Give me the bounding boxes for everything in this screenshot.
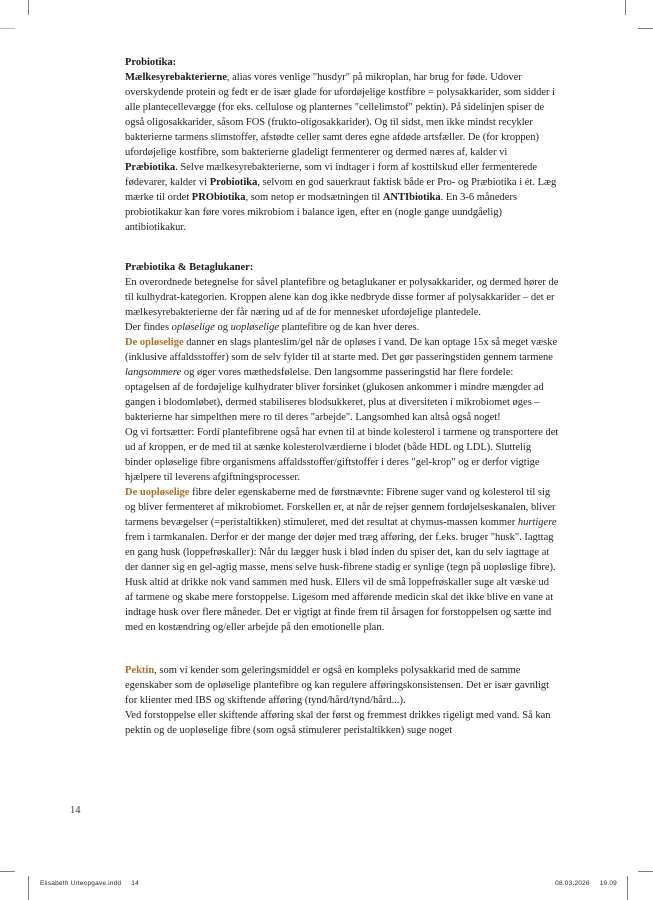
text-run: , alias vores venlige "husdyr" på mikroplan, har brug for føde. Udover overskydende protein og fedt er de især glade for ufordøjelige kostfibre = polysakkarider, som sidder i alle plantecellevægge (for eks. cellulose og planternes "cellelimstof" pektin). På sidelinjen spiser de også oligosakkarider, såsom FOS (frukto-oligosakkarider). Og til sidst, men ikke mindst recykler bakterierne tarmens slimstoffer, afstødte celler samt deres egne afdøde artsfæller. De (for kroppen) ufordøjelige kostfibre, som bakterierne gladeligt fermenterer og dermed næres af, kalder vi xyxy=(125,72,556,158)
paragraph xyxy=(125,70,559,235)
text-run: danner en slags planteslim/gel når de opløses i vand. De kan optage 15x så meget væske (inklusive affaldsstoffer) som de selv fylder til at starte med. Det gør passeringstiden gennem tarmene xyxy=(125,337,558,363)
paragraph xyxy=(125,335,559,425)
text-run: Probiotika: xyxy=(125,57,177,68)
slug-time: 19.09 xyxy=(599,880,617,887)
text-run: , som vi kender som geleringsmiddel er også en kompleks polysakkarid med de samme egenskaber som de opløselige plantefibre og kan regulere afføringskonsistensen. Det er især gavnligt for klienter med IBS og skiftende afføring (tynd/hård/tynd/hård...). xyxy=(125,665,550,706)
text-run: Der findes xyxy=(125,322,172,333)
paragraph xyxy=(125,663,559,708)
text-run: . Selve mælkesyrebakterierne, som vi indtager i form af kosttilskud eller fermenterede fødevarer, kalder vi xyxy=(125,162,538,188)
text-run: plantefibre og de kan hver deres. xyxy=(279,322,420,333)
slug-file-name: Elisabeth Urteopgave.indd xyxy=(40,880,122,887)
page-number: 14 xyxy=(70,805,81,816)
print-slug-datetime xyxy=(555,880,617,887)
text-run: De opløselige xyxy=(125,337,184,348)
text-run: langsommere xyxy=(125,367,182,378)
paragraph xyxy=(125,275,559,320)
text-run: Mælkesyrebakterierne xyxy=(125,72,227,83)
text-run: Probiotika xyxy=(209,177,258,188)
page-body xyxy=(125,55,559,738)
text-run: , som netop er modsætningen til xyxy=(245,192,383,203)
text-run: Pektin xyxy=(125,665,155,676)
text-run: PRObiotika xyxy=(191,192,246,203)
section-heading xyxy=(125,55,559,70)
text-run: opløselige xyxy=(171,322,215,333)
text-run: . En 3-6 måneders probiotikakur kan føre vores mikrobiom i balance igen, efter en (nogle gange uundgåelig) antibiotikakur. xyxy=(125,192,518,233)
crop-mark-bottom-right-vertical xyxy=(627,876,628,900)
text-run: Præbiotika xyxy=(125,162,176,173)
text-run: En overordnede betegnelse for såvel plantefibre og betaglukaner er polysakkarider, og dermed hører de til kulhydrat-kategorien. Kroppen alene kan dog ikke nedbryde disse former af polysakkarider – det er mælkesyrebakterierne der får næring ud af de for mennesket ufordøjelige plantedele. xyxy=(125,277,559,318)
crop-mark-top-left-vertical xyxy=(28,0,29,15)
text-run: og øger vores mæthedsfølelse. Den langsomme passeringstid har flere fordele: optagelsen af de fordøjelige kulhydrater bliver forsinket (glukosen ankommer i mindre mængder ad gangen i blodomløbet), dermed stabiliseres blodsukkeret, plus at diversiteten i mikrobiomet øges – bakterierne har simpelthen mere ro til deres "arbejde". Langsomhed kan altså også noget! xyxy=(125,367,544,423)
text-run: Præbiotika & Betaglukaner: xyxy=(125,262,254,273)
paragraph xyxy=(125,320,559,335)
text-run: hurtigere xyxy=(517,517,557,528)
crop-mark-bottom-left-vertical xyxy=(28,876,29,900)
text-run: fibre deler egenskaberne med de førstnævnte: Fibrene suger vand og kolesterol til sig og bliver fermenteret af mikrobiomet. Forskellen er, at når de rejser gennem fordøjelseskanalen, bliver tarmens bevægelser (=peristaltikken) stimuleret, med det resultat at chymus-massen kommer xyxy=(125,487,556,528)
crop-mark-top-right-vertical xyxy=(625,0,626,15)
paragraph xyxy=(125,425,559,485)
crop-mark-top-left-horizontal xyxy=(0,28,15,29)
text-run: frem i tarmkanalen. Derfor er der mange der døjer med træg afføring, der f.eks. bruger "husk". Iagttag en gang husk (loppefrøskaller): Når du lægger husk i blød inden du spiser det, kan du selv iagttage at der danner sig en gel-agtig masse, mens selve husk-fibrene stadig er synlige (tegn på uopløslige fibre). Husk altid at drikke nok vand sammen med husk. Ellers vil de små loppefrøskaller suge alt væske ud af tarmene og skabe mere forstoppelse. Ligesom med afførende medicin skal det ikke blive en vane at indtage husk over flere måneder. Det er vigtigt at finde frem til årsagen for forstoppelsen og sætte ind med en kostændring og/eller arbejde på den emotionelle plan. xyxy=(125,532,556,633)
crop-mark-top-right-horizontal xyxy=(638,28,653,29)
slug-date: 08.03.2026 xyxy=(555,880,590,887)
text-run: ANTIbiotika xyxy=(382,192,441,203)
paragraph xyxy=(125,485,559,635)
text-run: Ved forstoppelse eller skiftende afføring skal der først og fremmest drikkes rigeligt med vand. Så kan pektin og de uopløselige fibre (som også stimulerer peristaltikken) suge noget xyxy=(125,710,551,736)
text-run: og xyxy=(214,322,231,333)
crop-mark-bottom-left-horizontal xyxy=(0,871,15,872)
print-slug-filename xyxy=(40,880,139,887)
text-run: uopløselige xyxy=(230,322,279,333)
section-heading xyxy=(125,260,559,275)
text-run: Og vi fortsætter: Fordi plantefibrene også har evnen til at binde kolesterol i tarmene og transportere det ud af kroppen, er de med til at sænke kolesterolværdierne i blodet (både HDL og LDL). Sluttelig binder opløselige fibre organismens affaldsstoffer/giftstoffer i deres "gel-krop" og er derfor vigtige hjælpere til leverens afgiftningsprocesser. xyxy=(125,427,559,483)
text-run: De uopløselige xyxy=(125,487,190,498)
text-run: , selvom en god sauerkraut faktisk både er Pro- og Præbiotika i ét. Læg mærke til ordet xyxy=(125,177,557,203)
slug-page-ref: 14 xyxy=(131,880,139,887)
crop-mark-bottom-right-horizontal xyxy=(638,871,653,872)
paragraph xyxy=(125,708,559,738)
